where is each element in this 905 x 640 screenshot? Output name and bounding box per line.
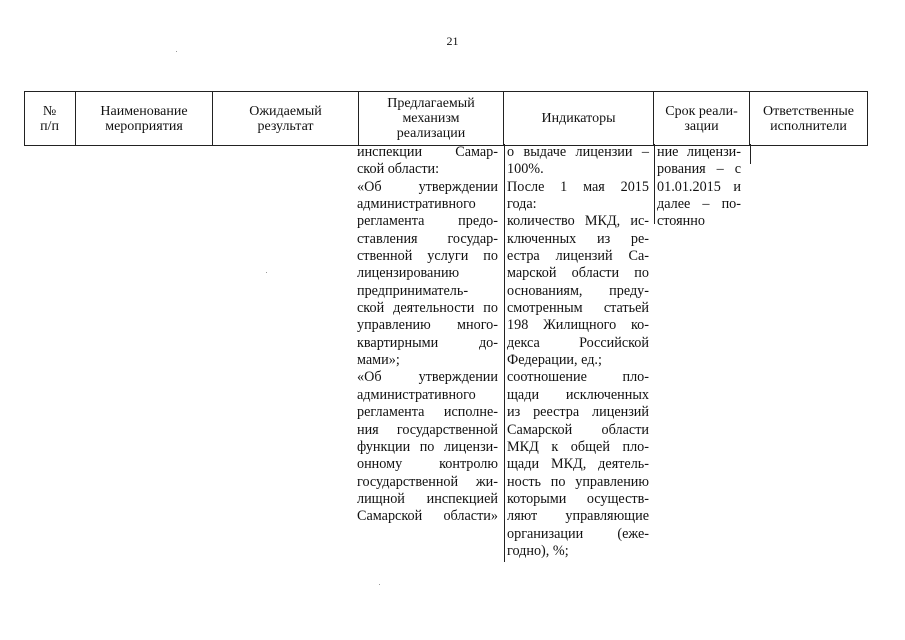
header-indicators: Индикаторы bbox=[504, 92, 654, 145]
text-line: Самарской области» bbox=[357, 508, 498, 525]
text-line: щади исключенных bbox=[507, 386, 649, 403]
text-line: ния государственной bbox=[357, 421, 498, 438]
text-line: рования – с bbox=[657, 161, 741, 178]
column-divider-responsible bbox=[750, 144, 751, 164]
scan-speck bbox=[379, 584, 380, 585]
text-line: ской области: bbox=[357, 161, 440, 178]
text-line: количество МКД, ис- bbox=[507, 213, 649, 230]
text-line: ключенных из ре- bbox=[507, 230, 649, 247]
text-line: щади МКД, деятель- bbox=[507, 456, 649, 473]
header-term: Срок реали- зации bbox=[654, 92, 750, 145]
text-line: года: bbox=[507, 196, 537, 213]
header-expected-result: Ожидаемый результат bbox=[213, 92, 359, 145]
text-line: Самарской области bbox=[507, 421, 649, 438]
text-line: которыми осуществ- bbox=[507, 490, 649, 507]
text-line: регламента исполне- bbox=[357, 404, 498, 421]
scan-speck bbox=[266, 272, 267, 273]
text-line: управлению много- bbox=[357, 317, 498, 334]
text-line: ственной услуги по bbox=[357, 248, 498, 265]
text-line: МКД к общей пло- bbox=[507, 438, 649, 455]
text-line: ской деятельности по bbox=[357, 300, 498, 317]
text-line: предприниматель- bbox=[357, 282, 469, 299]
text-line: из реестра лицензий bbox=[507, 404, 649, 421]
column-divider-indicators bbox=[504, 144, 505, 562]
text-line: ляют управляющие bbox=[507, 508, 649, 525]
header-number: № п/п bbox=[24, 92, 76, 145]
text-line: декса Российской bbox=[507, 334, 649, 351]
text-line: Федерации, ед.; bbox=[507, 352, 602, 369]
text-line: о выдаче лицензии – bbox=[507, 144, 649, 160]
text-line: «Об утверждении bbox=[357, 369, 498, 386]
text-line: ставления государ- bbox=[357, 230, 498, 247]
table-header-row bbox=[24, 91, 868, 146]
text-line: мами»; bbox=[357, 352, 400, 369]
column-divider-term bbox=[654, 144, 655, 224]
text-line: марской области по bbox=[507, 265, 649, 282]
text-line: основаниям, преду- bbox=[507, 282, 649, 299]
scan-speck bbox=[176, 51, 177, 52]
header-mechanism: Предлагаемый механизм реализации bbox=[359, 92, 504, 145]
text-line: административного bbox=[357, 196, 476, 213]
indicators-text bbox=[507, 144, 649, 560]
text-line: годно), %; bbox=[507, 542, 569, 559]
text-line: ность по управлению bbox=[507, 473, 649, 490]
text-line: регламента предо- bbox=[357, 213, 498, 230]
text-line: функции по лицензи- bbox=[357, 438, 498, 455]
text-line: «Об утверждении bbox=[357, 178, 498, 195]
text-line: 100%. bbox=[507, 161, 544, 178]
text-line: 01.01.2015 и bbox=[657, 178, 741, 195]
text-line: естра лицензий Са- bbox=[507, 248, 649, 265]
text-line: лищной инспекцией bbox=[357, 490, 498, 507]
text-line: ние лицензи- bbox=[657, 144, 741, 160]
term-text bbox=[657, 144, 741, 231]
text-line: После 1 мая 2015 bbox=[507, 178, 649, 195]
text-line: административного bbox=[357, 386, 476, 403]
text-line: 198 Жилищного ко- bbox=[507, 317, 649, 334]
text-line: организации (еже- bbox=[507, 525, 649, 542]
page-number: 21 bbox=[446, 34, 459, 48]
header-event-name: Наименование мероприятия bbox=[76, 92, 213, 145]
text-line: инспекции Самар- bbox=[357, 144, 498, 160]
text-line: стоянно bbox=[657, 213, 705, 230]
mechanism-text bbox=[357, 144, 498, 526]
text-line: соотношение пло- bbox=[507, 369, 649, 386]
header-responsible: Ответственные исполнители bbox=[750, 92, 868, 145]
text-line: государственной жи- bbox=[357, 473, 498, 490]
text-line: онному контролю bbox=[357, 456, 498, 473]
text-line: квартирными до- bbox=[357, 334, 498, 351]
text-line: далее – по- bbox=[657, 196, 741, 213]
text-line: смотренным статьей bbox=[507, 300, 649, 317]
text-line: лицензированию bbox=[357, 265, 460, 282]
